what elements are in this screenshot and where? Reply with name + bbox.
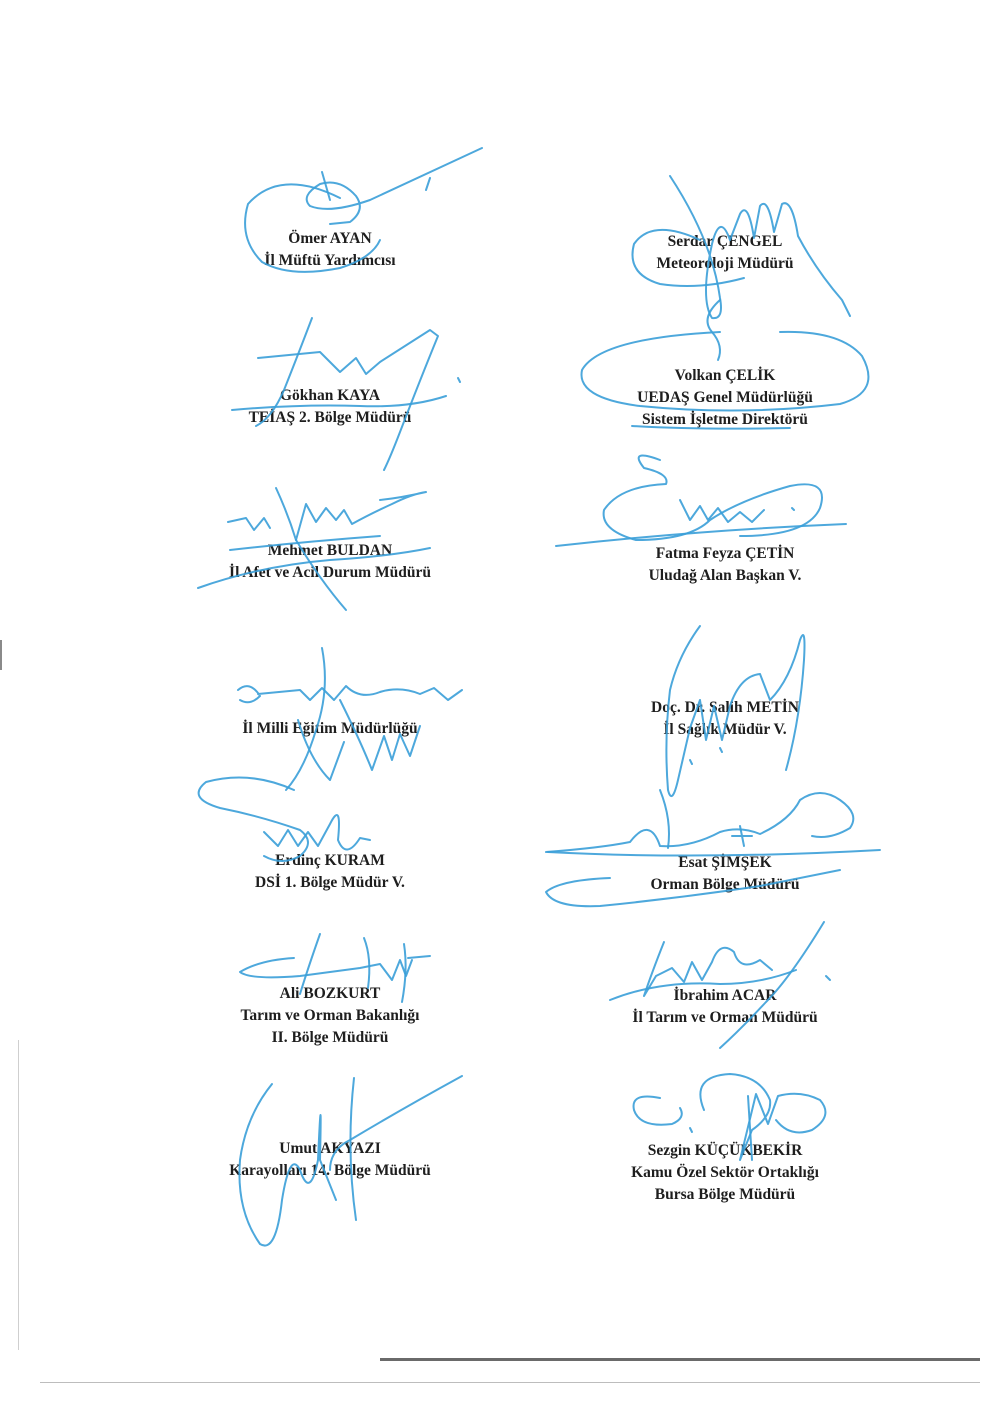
signatory-block (180, 850, 480, 894)
signatory-name: Esat ŞİMŞEK (678, 854, 772, 871)
signatory-title: Karayolları 14. Bölge Müdürü (229, 1162, 431, 1179)
signatory-title: Uludağ Alan Başkan V. (648, 567, 802, 584)
signatory-name: Ali BOZKURT (279, 985, 381, 1002)
signatory-title: İl Tarım ve Orman Müdürü (632, 1009, 818, 1026)
signatory-block (180, 983, 480, 1049)
signatory-name: Serdar ÇENGEL (667, 233, 783, 250)
signatory-block (180, 228, 480, 272)
scan-edge-line (18, 1040, 19, 1350)
signatory-title: Meteoroloji Müdürü (656, 255, 794, 272)
signatory-title: İl Sağlık Müdür V. (663, 721, 787, 738)
signatory-block (575, 231, 875, 275)
signatory-block (180, 718, 480, 740)
signatory-block (575, 1140, 875, 1206)
signatory-name: Volkan ÇELİK (674, 367, 776, 384)
signatory-title: İl Afet ve Acil Durum Müdürü (229, 564, 431, 581)
signatory-title: Bursa Bölge Müdürü (654, 1186, 796, 1203)
signatory-name: Umut AKYAZI (279, 1140, 381, 1157)
signature-fatma-feyza-cetin (556, 456, 846, 547)
signatory-block (575, 543, 875, 587)
signatory-name: Sezgin KÜÇÜKBEKİR (647, 1142, 803, 1159)
signatory-block (575, 985, 875, 1029)
signatory-block (575, 365, 875, 431)
signatory-name: Fatma Feyza ÇETİN (655, 545, 795, 562)
signatory-name: Gökhan KAYA (279, 387, 381, 404)
signatory-block (575, 852, 875, 896)
signatory-block (575, 697, 875, 741)
signatory-name: Mehmet BULDAN (267, 542, 393, 559)
signatory-name: Doç. Dr. Salih METİN (651, 699, 799, 716)
signatory-title: İl Milli Eğitim Müdürlüğü (242, 720, 418, 737)
signatory-title: Tarım ve Orman Bakanlığı (240, 1007, 420, 1024)
scan-edge-mark (0, 640, 2, 670)
signatory-block (180, 1138, 480, 1182)
signature-erdinc-kuram (199, 778, 370, 862)
signatory-title: Kamu Özel Sektör Ortaklığı (631, 1164, 819, 1181)
signatory-title: Sistem İşletme Direktörü (642, 411, 808, 428)
signatory-name: Ömer AYAN (288, 230, 372, 247)
signatory-name: İbrahim ACAR (673, 987, 777, 1004)
scan-bottom-edge (40, 1382, 980, 1383)
signatory-name: Erdinç KURAM (275, 852, 385, 869)
signatory-block (180, 385, 480, 429)
signatory-title: TEİAŞ 2. Bölge Müdürü (248, 409, 412, 426)
signatory-title: İl Müftü Yardımcısı (264, 252, 396, 269)
signatory-title: DSİ 1. Bölge Müdür V. (255, 874, 405, 891)
scan-bottom-rule (380, 1358, 980, 1361)
signatory-block (180, 540, 480, 584)
signatory-title: UEDAŞ Genel Müdürlüğü (637, 389, 813, 406)
signatory-title: II. Bölge Müdürü (271, 1029, 389, 1046)
signatory-title: Orman Bölge Müdürü (650, 876, 800, 893)
